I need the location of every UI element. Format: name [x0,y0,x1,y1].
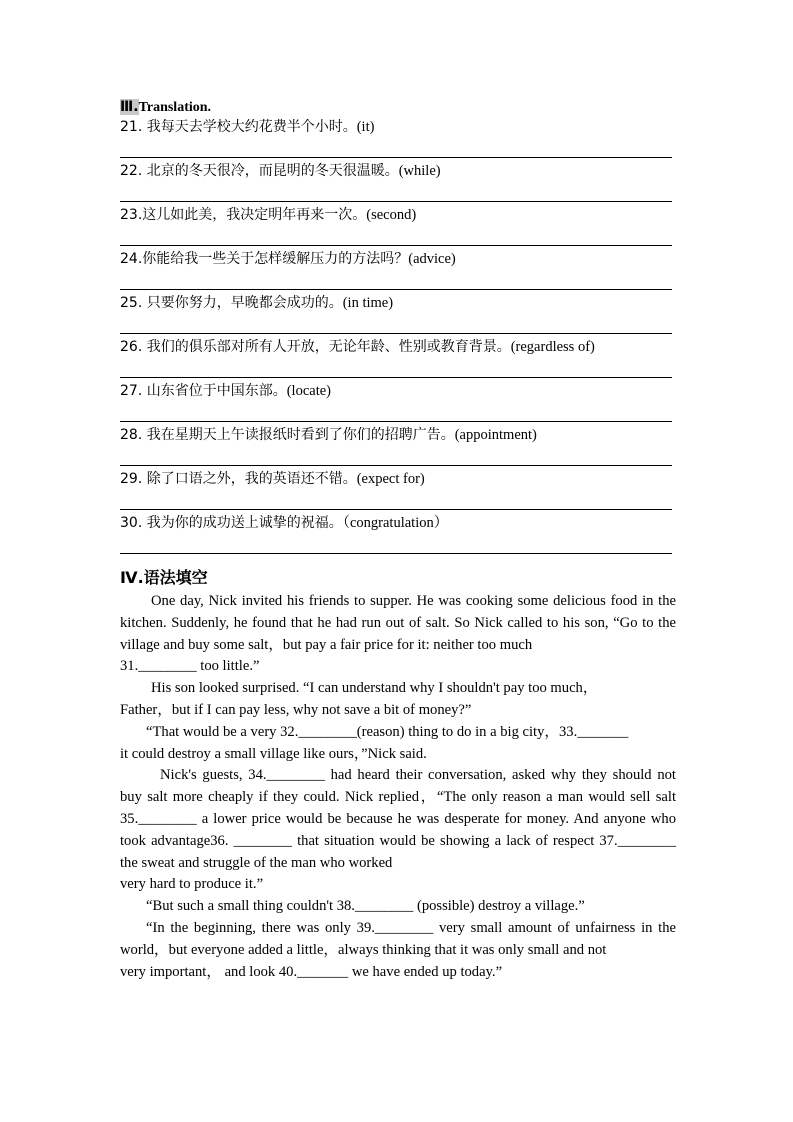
question-chinese: 我们的俱乐部对所有人开放，无论年龄、性别或教育背景。 [146,339,511,355]
worksheet-content [120,97,676,983]
question-25 [120,293,676,337]
passage-paragraph-6-end: very important， and look 40._______ we have ended up today.” [120,963,503,980]
answer-line-22[interactable] [120,201,672,202]
answer-line-23[interactable] [120,245,672,246]
question-29 [120,469,676,513]
question-number: 24. [120,251,143,267]
question-chinese: 北京的冬天很冷，而昆明的冬天很温暖。 [146,163,399,179]
question-23 [120,205,676,249]
question-hint: (it) [356,119,375,135]
question-30 [120,513,676,557]
passage-paragraph-2: His son looked surprised. “I can understand why I shouldn't pay too much， [151,680,598,697]
section-3-label: Translation. [138,100,212,115]
question-number: 26. [120,339,147,355]
question-hint: (regardless of) [510,339,595,355]
answer-line-27[interactable] [120,421,672,422]
question-chinese: 我每天去学校大约花费半个小时。 [146,119,357,135]
question-hint: （congratulation） [342,515,449,531]
passage-paragraph-4: Nick's guests, 34.________ had heard their conversation, asked why they should not buy salt more cheaply if they could. Nick replied，“The only reason a man would sell salt 35.________ a lower price would be because he was desperate for money. And anyone who took advantage36. ________ that situation would be showing a lack of respect 37.________ the sweat and struggle of the man who worked [120,767,676,871]
question-chinese: 只要你努力，早晚都会成功的。 [146,295,343,311]
question-chinese: 你能给我一些关于怎样缓解压力的方法吗？ [142,251,409,267]
answer-line-21[interactable] [120,157,672,158]
question-22 [120,161,676,205]
question-27 [120,381,676,425]
question-21 [120,117,676,161]
question-hint: (advice) [408,251,456,267]
answer-line-26[interactable] [120,377,672,378]
passage-paragraph-4-end: very hard to produce it.” [120,876,264,893]
answer-line-29[interactable] [120,509,672,510]
answer-line-24[interactable] [120,289,672,290]
question-hint: (locate) [286,383,331,399]
question-number: 28. [120,427,147,443]
passage-paragraph-5: “But such a small thing couldn't 38.________ (possible) destroy a village.” [146,898,585,915]
question-number: 21. [120,119,147,135]
answer-line-30[interactable] [120,553,672,554]
question-chinese: 这儿如此美，我决定明年再来一次。 [142,207,367,223]
question-hint: (in time) [342,295,394,311]
question-hint: (second) [366,207,417,223]
section-3-roman: Ⅲ. [120,99,139,115]
passage-paragraph-1: One day, Nick invited his friends to supper. He was cooking some delicious food in the kitchen. Suddenly, he found that he had run out of salt. So Nick called to his son, “Go to the village and buy some salt，but pay a fair price for it: neither too much [120,593,676,653]
question-chinese: 除了口语之外，我的英语还不错。 [146,471,357,487]
question-chinese: 我在星期天上午读报纸时看到了你们的招聘广告。 [146,427,455,443]
passage-paragraph-2-end: Father，but if I can pay less, why not save a bit of money?” [120,701,472,718]
question-number: 25. [120,295,147,311]
answer-line-25[interactable] [120,333,672,334]
question-hint: (expect for) [356,471,425,487]
question-number: 27. [120,383,147,399]
question-hint: (appointment) [454,427,537,443]
passage-paragraph-1-end: 31.________ too little.” [120,658,260,675]
passage-paragraph-3: “That would be a very 32.________(reason) thing to do in a big city，33._______ [146,723,629,740]
passage-paragraph-3-end: it could destroy a small village like ours，”Nick said. [120,745,427,762]
question-28 [120,425,676,469]
question-number: 30. [120,515,147,531]
section-3-title [120,97,676,117]
question-chinese: 山东省位于中国东部。 [146,383,287,399]
cloze-passage [120,591,676,983]
question-hint: (while) [398,163,441,179]
question-number: 23. [120,207,143,223]
question-number: 29. [120,471,147,487]
passage-paragraph-6: “In the beginning, there was only 39.________ very small amount of unfairness in the world，but everyone added a little，always thinking that it was only small and not [120,919,676,958]
question-chinese: 我为你的成功送上诚挚的祝福。 [146,515,343,531]
section-4-title: Ⅳ.语法填空 [120,568,208,587]
question-number: 22. [120,163,147,179]
question-24 [120,249,676,293]
question-26 [120,337,676,381]
answer-line-28[interactable] [120,465,672,466]
